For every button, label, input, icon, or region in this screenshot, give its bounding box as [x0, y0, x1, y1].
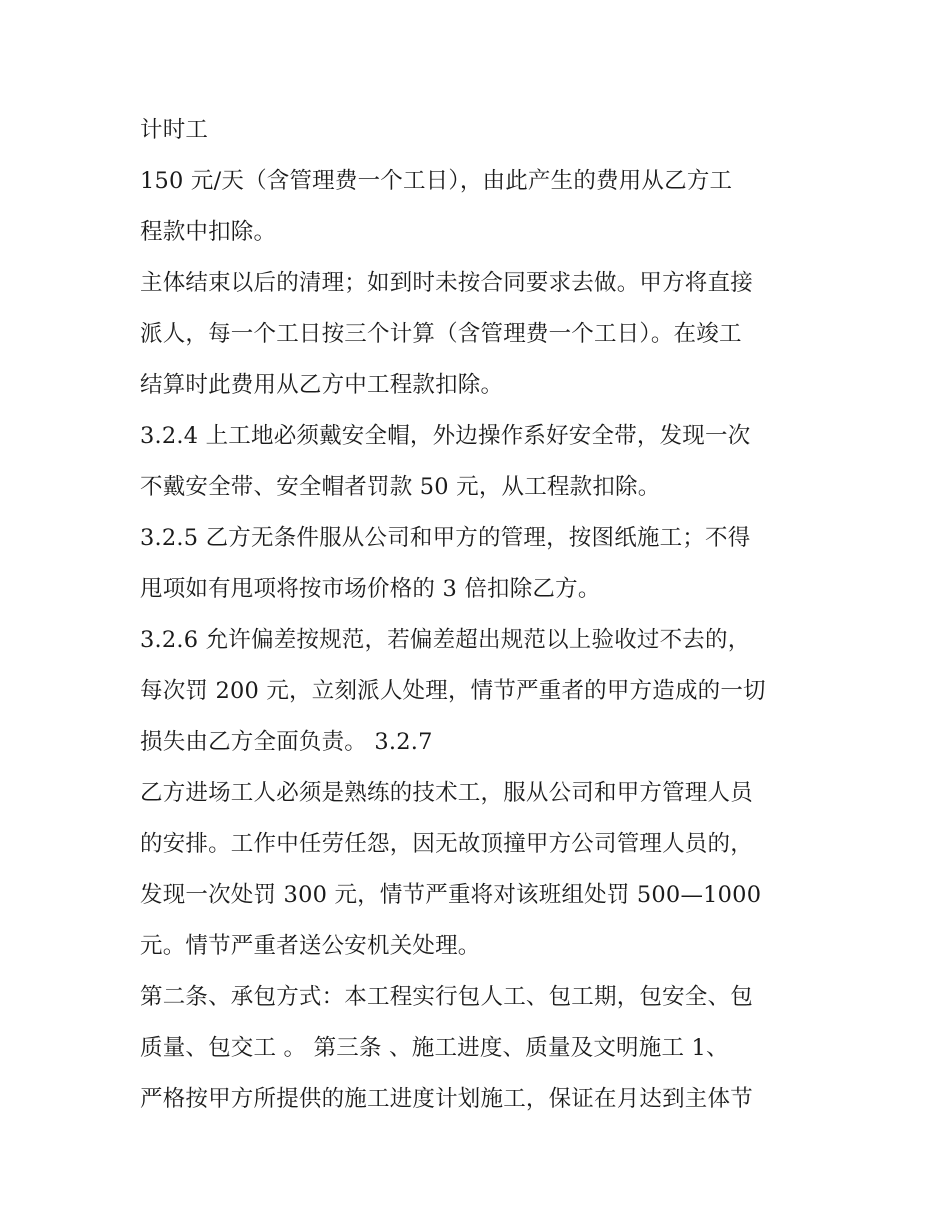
- text-line-8: 不戴安全带、安全帽者罚款 50 元，从工程款扣除。: [140, 474, 661, 500]
- text-line-7: 3.2.4 上工地必须戴安全帽，外边操作系好安全带，发现一次: [140, 423, 751, 449]
- text-line-4: 主体结束以后的清理；如到时未按合同要求去做。甲方将直接: [140, 270, 753, 296]
- text-line-6: 结算时此费用从乙方中工程款扣除。: [140, 372, 504, 398]
- text-line-2: 150 元/天（含管理费一个工日），由此产生的费用从乙方工: [140, 168, 733, 194]
- text-line-19: 质量、包交工 。 第三条 、施工进度、质量及文明施工 1、: [140, 1035, 729, 1061]
- document-body: [140, 105, 820, 1125]
- text-line-18: 第二条、承包方式：本工程实行包人工、包工期，包安全、包: [140, 984, 753, 1010]
- text-line-11: 3.2.6 允许偏差按规范，若偏差超出规范以上验收过不去的，: [140, 627, 751, 653]
- text-line-17: 元。情节严重者送公安机关处理。: [140, 933, 481, 959]
- text-line-9: 3.2.5 乙方无条件服从公司和甲方的管理，按图纸施工；不得: [140, 525, 751, 551]
- text-line-13: 损失由乙方全面负责。 3.2.7: [140, 729, 433, 755]
- text-line-5: 派人，每一个工日按三个计算（含管理费一个工日）。在竣工: [140, 321, 742, 347]
- text-line-12: 每次罚 200 元，立刻派人处理，情节严重者的甲方造成的一切: [140, 678, 766, 704]
- text-line-15: 的安排。工作中任劳任怨，因无故顶撞甲方公司管理人员的，: [140, 831, 753, 857]
- text-line-14: 乙方进场工人必须是熟练的技术工，服从公司和甲方管理人员: [140, 780, 753, 806]
- text-line-16: 发现一次处罚 300 元，情节严重将对该班组处罚 500—1000: [140, 882, 762, 908]
- text-line-20: 严格按甲方所提供的施工进度计划施工，保证在月达到主体节: [140, 1086, 753, 1112]
- text-line-3: 程款中扣除。: [140, 219, 277, 245]
- text-line-10: 甩项如有甩项将按市场价格的 3 倍扣除乙方。: [140, 576, 601, 602]
- text-line-1: 计时工: [140, 117, 209, 143]
